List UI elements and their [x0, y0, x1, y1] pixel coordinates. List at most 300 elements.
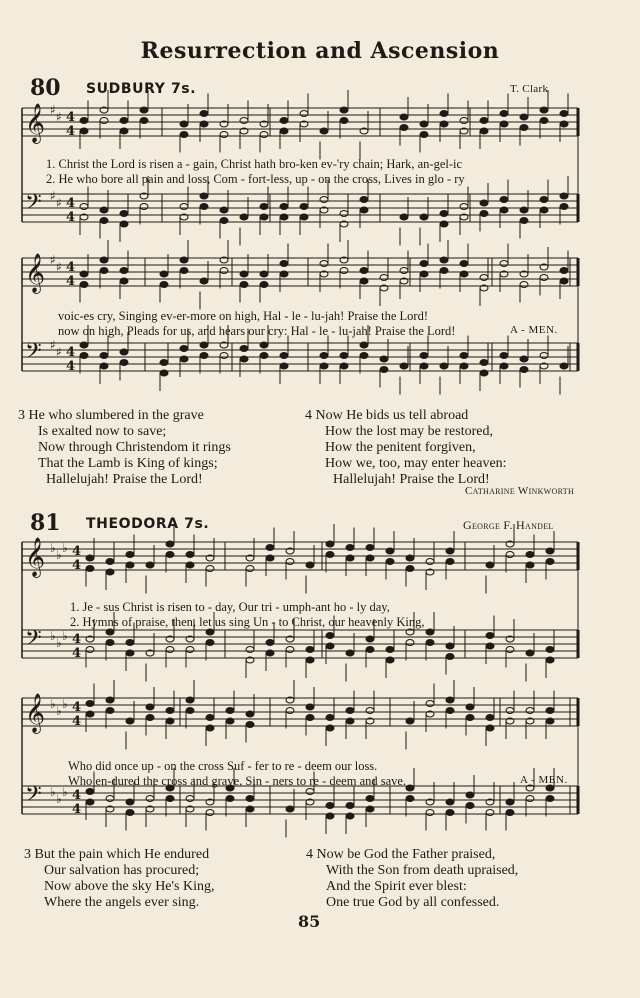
note-head	[540, 107, 548, 113]
note-head	[366, 555, 374, 561]
note-head	[100, 268, 108, 274]
note-head	[306, 715, 314, 721]
note-head	[400, 114, 408, 120]
note-head	[446, 643, 454, 649]
note-head	[406, 796, 414, 802]
note-head	[80, 118, 88, 124]
note-head	[280, 204, 288, 210]
note-head	[80, 271, 88, 277]
note-head	[186, 708, 194, 714]
note-head	[140, 204, 148, 210]
note-head	[346, 650, 354, 656]
note-head	[526, 708, 534, 714]
note-head	[166, 552, 174, 558]
note-head	[146, 715, 154, 721]
note-head	[480, 200, 488, 206]
note-head	[386, 548, 394, 554]
note-head	[220, 353, 228, 359]
note-head	[366, 636, 374, 642]
note-head	[486, 562, 494, 568]
note-head	[220, 207, 228, 213]
note-head	[486, 633, 494, 639]
svg-text:♭: ♭	[56, 548, 62, 562]
note-head	[366, 545, 374, 551]
note-head	[400, 214, 408, 220]
note-head	[126, 562, 134, 568]
note-head	[260, 204, 268, 210]
note-head	[320, 197, 328, 203]
note-head	[386, 559, 394, 565]
note-head	[100, 118, 108, 124]
note-head	[160, 271, 168, 277]
note-head	[86, 701, 94, 707]
note-head	[540, 353, 548, 359]
svg-text:𝄞: 𝄞	[25, 537, 46, 577]
note-head	[306, 562, 314, 568]
note-head	[266, 545, 274, 551]
note-head	[560, 204, 568, 210]
note-head	[280, 118, 288, 124]
note-head	[160, 360, 168, 366]
note-head	[226, 718, 234, 724]
note-head	[540, 197, 548, 203]
note-head	[286, 647, 294, 653]
note-head	[426, 810, 434, 816]
note-head	[280, 128, 288, 134]
svg-text:♯: ♯	[50, 103, 56, 117]
svg-text:4: 4	[66, 110, 76, 125]
note-head	[460, 353, 468, 359]
note-head	[140, 118, 148, 124]
note-head	[520, 125, 528, 131]
note-head	[320, 261, 328, 267]
svg-text:♭: ♭	[56, 704, 62, 718]
note-head	[240, 118, 248, 124]
note-head	[126, 650, 134, 656]
note-head	[160, 370, 168, 376]
note-head	[560, 268, 568, 274]
note-head	[480, 118, 488, 124]
note-head	[380, 367, 388, 373]
note-head	[340, 118, 348, 124]
hymn-81-amen: A - MEN.	[520, 774, 568, 786]
note-head	[306, 657, 314, 663]
note-head	[340, 211, 348, 217]
note-head	[180, 132, 188, 138]
hymn-80-author: Catharine Winkworth	[465, 485, 575, 497]
note-head	[420, 271, 428, 277]
note-head	[366, 806, 374, 812]
note-head	[546, 657, 554, 663]
note-head	[86, 647, 94, 653]
note-head	[346, 813, 354, 819]
svg-text:4: 4	[72, 788, 82, 803]
note-head	[446, 559, 454, 565]
svg-text:4: 4	[66, 260, 76, 275]
note-head	[86, 566, 94, 572]
note-head	[240, 356, 248, 362]
note-head	[80, 204, 88, 210]
note-head	[380, 275, 388, 281]
note-head	[340, 268, 348, 274]
note-head	[520, 282, 528, 288]
note-head	[160, 282, 168, 288]
note-head	[440, 268, 448, 274]
svg-text:♯: ♯	[56, 196, 62, 210]
hymn-81-lyric-line-1: 1. Je - sus Christ is risen to - day, Our tri - umph-ant ho - ly day,	[70, 600, 390, 614]
note-head	[460, 363, 468, 369]
note-head	[246, 796, 254, 802]
note-head	[306, 789, 314, 795]
note-head	[180, 204, 188, 210]
note-head	[166, 718, 174, 724]
note-head	[560, 363, 568, 369]
note-head	[186, 647, 194, 653]
stanza-line: And the Spirit ever blest:	[326, 879, 467, 894]
note-head	[440, 211, 448, 217]
note-head	[406, 640, 414, 646]
note-head	[480, 360, 488, 366]
note-head	[166, 708, 174, 714]
note-head	[226, 796, 234, 802]
svg-text:4: 4	[66, 196, 76, 211]
svg-text:♭: ♭	[62, 785, 68, 799]
note-head	[200, 204, 208, 210]
note-head	[480, 275, 488, 281]
note-head	[200, 111, 208, 117]
note-head	[100, 363, 108, 369]
note-head	[446, 697, 454, 703]
note-head	[266, 640, 274, 646]
note-head	[340, 353, 348, 359]
note-head	[500, 197, 508, 203]
stanza-line: Now through Christendom it rings	[38, 440, 231, 455]
note-head	[166, 796, 174, 802]
hymn-80-lyric-line-3: voic-es cry, Singing ev-er-more on high, Hal - le - lu-jah! Praise the Lord!	[58, 309, 429, 323]
note-head	[340, 363, 348, 369]
hymn-81-lyric-line-2: 2. Hymns of praise, then, let us sing Un - to Christ, our heavenly King,	[70, 615, 425, 629]
hymn-81-stanza-3	[24, 847, 215, 911]
note-head	[266, 555, 274, 561]
note-head	[146, 704, 154, 710]
svg-text:4: 4	[72, 558, 82, 573]
svg-text:𝄢: 𝄢	[25, 782, 42, 812]
note-head	[260, 214, 268, 220]
note-head	[346, 718, 354, 724]
note-head	[406, 566, 414, 572]
note-head	[346, 555, 354, 561]
note-head	[506, 552, 514, 558]
note-head	[366, 647, 374, 653]
note-head	[526, 796, 534, 802]
note-head	[280, 353, 288, 359]
note-head	[180, 346, 188, 352]
note-head	[206, 566, 214, 572]
note-head	[500, 261, 508, 267]
note-head	[360, 268, 368, 274]
note-head	[466, 803, 474, 809]
note-head	[280, 363, 288, 369]
note-head	[286, 559, 294, 565]
note-head	[240, 271, 248, 277]
hymn-81-lyric-line-3: Who did once up - on the cross Suf - fer to re - deem our loss.	[68, 759, 378, 773]
note-head	[506, 810, 514, 816]
note-head	[120, 360, 128, 366]
note-head	[360, 197, 368, 203]
note-head	[126, 552, 134, 558]
note-head	[126, 799, 134, 805]
note-head	[500, 111, 508, 117]
section-title: Resurrection and Ascension	[140, 38, 500, 64]
note-head	[326, 541, 334, 547]
note-head	[326, 552, 334, 558]
note-head	[200, 353, 208, 359]
svg-text:♭: ♭	[50, 785, 56, 799]
note-head	[460, 118, 468, 124]
note-head	[520, 207, 528, 213]
note-head	[446, 708, 454, 714]
note-head	[546, 559, 554, 565]
note-head	[86, 789, 94, 795]
note-head	[220, 268, 228, 274]
svg-text:𝄢: 𝄢	[25, 626, 42, 656]
svg-text:♯: ♯	[56, 260, 62, 274]
staff	[22, 240, 578, 310]
note-head	[420, 121, 428, 127]
note-head	[340, 107, 348, 113]
note-head	[206, 725, 214, 731]
hymn-80-lyric-line-4: now on high, Pleads for us, and hears our cry: Hal - le - lu-jah! Praise the Lord!	[58, 324, 456, 338]
note-head	[460, 261, 468, 267]
note-head	[300, 111, 308, 117]
note-head	[186, 552, 194, 558]
note-head	[206, 810, 214, 816]
note-head	[520, 114, 528, 120]
note-head	[260, 271, 268, 277]
stanza-line: Hallelujah! Praise the Lord!	[333, 472, 490, 487]
svg-text:4: 4	[72, 632, 82, 647]
note-head	[540, 275, 548, 281]
note-head	[486, 725, 494, 731]
note-head	[266, 650, 274, 656]
note-head	[280, 214, 288, 220]
staff	[22, 524, 578, 594]
note-head	[106, 796, 114, 802]
note-head	[260, 353, 268, 359]
note-head	[526, 650, 534, 656]
note-head	[246, 806, 254, 812]
note-head	[486, 715, 494, 721]
note-head	[560, 193, 568, 199]
note-head	[140, 107, 148, 113]
note-head	[286, 708, 294, 714]
note-head	[126, 640, 134, 646]
svg-text:4: 4	[66, 124, 76, 139]
stanza-line: 3 He who slumbered in the grave	[18, 408, 204, 423]
note-head	[126, 810, 134, 816]
note-head	[80, 353, 88, 359]
stanza-line: How the penitent forgiven,	[325, 440, 476, 455]
note-head	[480, 211, 488, 217]
stanza-line: Now above the sky He's King,	[44, 879, 215, 894]
note-head	[526, 562, 534, 568]
hymn-81-number: 81	[30, 510, 61, 536]
note-head	[446, 548, 454, 554]
note-head	[206, 640, 214, 646]
note-head	[440, 363, 448, 369]
note-head	[220, 132, 228, 138]
note-head	[360, 342, 368, 348]
stanza-line: How we, too, may enter heaven:	[325, 456, 507, 471]
svg-text:4: 4	[66, 345, 76, 360]
note-head	[326, 725, 334, 731]
note-head	[380, 356, 388, 362]
note-head	[260, 342, 268, 348]
note-head	[86, 711, 94, 717]
note-head	[420, 214, 428, 220]
svg-text:𝄞: 𝄞	[25, 103, 46, 143]
note-head	[460, 271, 468, 277]
note-head	[500, 207, 508, 213]
stanza-line: One true God by all confessed.	[326, 895, 500, 910]
note-head	[386, 657, 394, 663]
svg-text:𝄢: 𝄢	[25, 339, 42, 369]
note-head	[166, 647, 174, 653]
note-head	[80, 282, 88, 288]
note-head	[300, 214, 308, 220]
note-head	[400, 363, 408, 369]
stanza-line: Is exalted now to save;	[38, 424, 167, 439]
page-number: 85	[298, 912, 321, 931]
note-head	[240, 282, 248, 288]
note-head	[406, 718, 414, 724]
hymn-80-lyric-line-1: 1. Christ the Lord is risen a - gain, Christ hath bro-ken ev-'ry chain; Hark, an-gel-ic	[46, 157, 463, 171]
note-head	[486, 643, 494, 649]
svg-text:♯: ♯	[56, 345, 62, 359]
note-head	[446, 654, 454, 660]
hymn-81-lyric-line-4: Who en-dured the cross and grave, Sin - ners to re - deem and save.	[68, 774, 407, 788]
note-head	[106, 559, 114, 565]
hymn-80-stanza-4	[305, 408, 507, 488]
note-head	[546, 708, 554, 714]
note-head	[420, 261, 428, 267]
svg-text:𝄢: 𝄢	[25, 190, 42, 220]
note-head	[146, 796, 154, 802]
note-head	[106, 569, 114, 575]
note-head	[320, 353, 328, 359]
note-head	[180, 121, 188, 127]
note-head	[526, 552, 534, 558]
note-head	[146, 562, 154, 568]
note-head	[420, 132, 428, 138]
note-head	[120, 128, 128, 134]
hymn-80-lyric-line-2: 2. He who bore all pain and loss, Com - fort-less, up - on the cross, Lives in glo - ry	[46, 172, 465, 186]
note-head	[246, 722, 254, 728]
svg-text:♯: ♯	[56, 110, 62, 124]
note-head	[326, 813, 334, 819]
svg-text:4: 4	[72, 646, 82, 661]
staff	[22, 90, 578, 160]
note-head	[226, 708, 234, 714]
note-head	[426, 559, 434, 565]
note-head	[460, 204, 468, 210]
note-head	[500, 353, 508, 359]
note-head	[86, 799, 94, 805]
note-head	[446, 799, 454, 805]
hymn-81-stanza-4	[306, 847, 518, 911]
note-head	[500, 363, 508, 369]
note-head	[546, 796, 554, 802]
note-head	[200, 342, 208, 348]
note-head	[120, 221, 128, 227]
note-head	[560, 111, 568, 117]
note-head	[346, 545, 354, 551]
note-head	[120, 349, 128, 355]
note-head	[486, 810, 494, 816]
note-head	[386, 647, 394, 653]
note-head	[306, 647, 314, 653]
svg-text:4: 4	[72, 714, 82, 729]
svg-text:♭: ♭	[50, 629, 56, 643]
note-head	[400, 125, 408, 131]
note-head	[80, 342, 88, 348]
note-head	[326, 715, 334, 721]
note-head	[166, 541, 174, 547]
note-head	[420, 363, 428, 369]
note-head	[180, 268, 188, 274]
stanza-line: How the lost may be restored,	[325, 424, 493, 439]
stanza-line: With the Son from death upraised,	[326, 863, 519, 878]
hymn-80-stanza-3	[18, 408, 231, 488]
note-head	[560, 121, 568, 127]
note-head	[186, 697, 194, 703]
note-head	[440, 257, 448, 263]
note-head	[326, 643, 334, 649]
stanza-line: Hallelujah! Praise the Lord!	[46, 472, 203, 487]
note-head	[540, 118, 548, 124]
svg-text:♭: ♭	[50, 697, 56, 711]
note-head	[100, 257, 108, 263]
stanza-line: Where the angels ever sing.	[44, 895, 200, 910]
note-head	[466, 704, 474, 710]
note-head	[240, 346, 248, 352]
note-head	[546, 548, 554, 554]
note-head	[346, 708, 354, 714]
note-head	[120, 211, 128, 217]
note-head	[440, 121, 448, 127]
stanza-line: 3 But the pain which He endured	[24, 847, 210, 862]
note-head	[120, 278, 128, 284]
hymn-80-composer: T. Clark	[510, 83, 549, 95]
note-head	[186, 562, 194, 568]
note-head	[200, 278, 208, 284]
svg-text:𝄞: 𝄞	[25, 693, 46, 733]
staff	[22, 680, 578, 750]
note-head	[440, 111, 448, 117]
svg-text:𝄞: 𝄞	[25, 253, 46, 293]
note-head	[520, 367, 528, 373]
note-head	[426, 640, 434, 646]
note-head	[440, 221, 448, 227]
note-head	[366, 708, 374, 714]
note-head	[346, 803, 354, 809]
hymn-81-composer: George F. Handel	[463, 518, 554, 532]
svg-text:♭: ♭	[56, 636, 62, 650]
note-head	[360, 353, 368, 359]
note-head	[126, 718, 134, 724]
svg-text:4: 4	[72, 700, 82, 715]
svg-text:4: 4	[66, 210, 76, 225]
